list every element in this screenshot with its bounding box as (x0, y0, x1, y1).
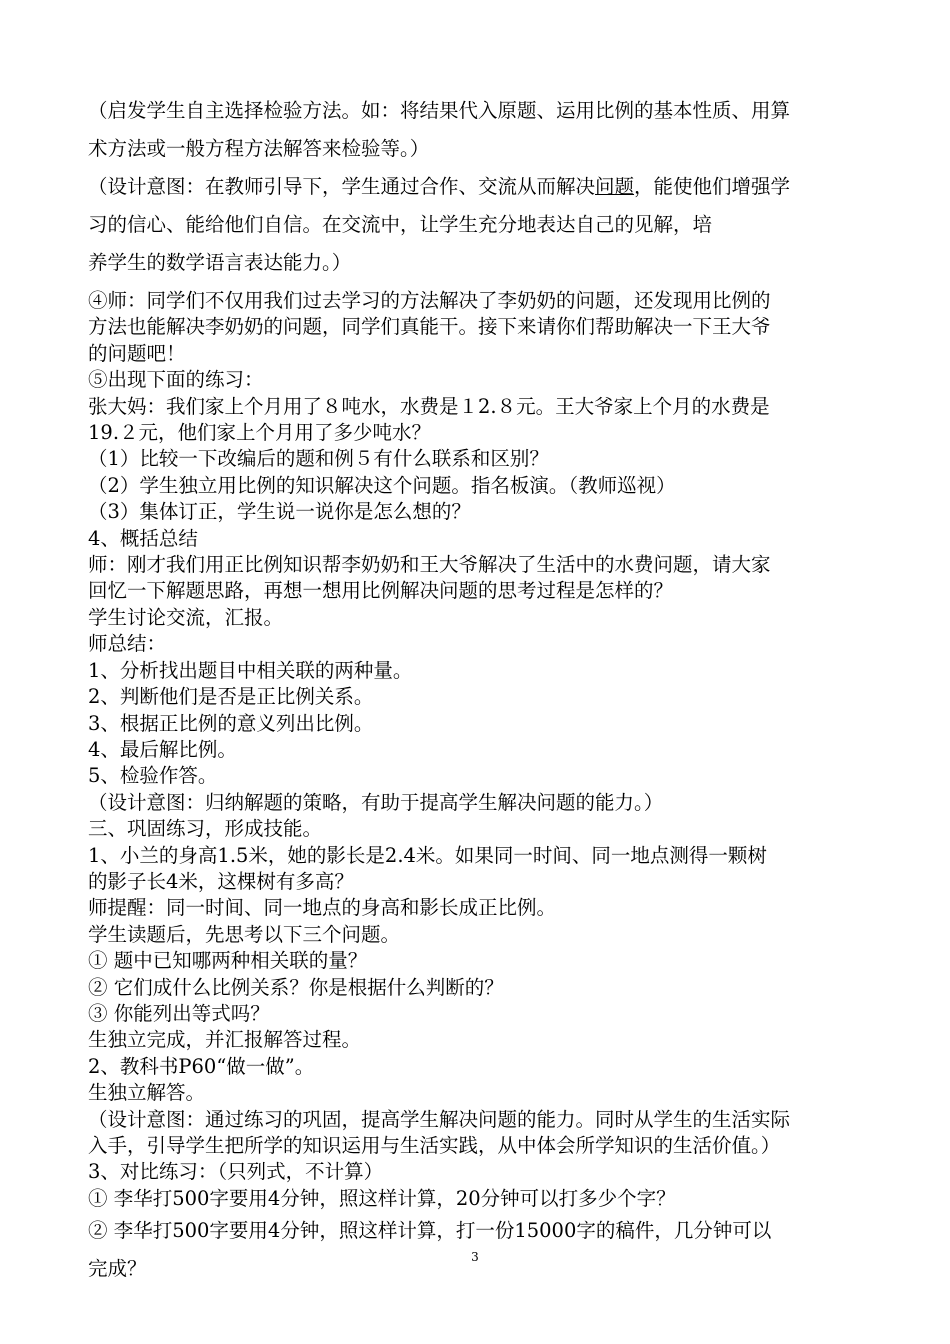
text-line: 3、对比练习：（只列式，不计算） (88, 1160, 384, 1184)
text-line: 学生讨论交流，汇报。 (88, 605, 284, 629)
list-item: ② 李华打500字要用4分钟，照这样计算，打一份15000字的稿件，几分钟可以 (88, 1219, 772, 1243)
text-line: （2）学生独立用比例的知识解决这个问题。指名板演。（教师巡视） (88, 473, 676, 497)
text-line: 师：刚才我们用正比例知识帮李奶奶和王大爷解决了生活中的水费问题，请大家 (88, 553, 771, 577)
text-line: 的影子长4米，这棵树有多高？ (88, 869, 354, 893)
text-line: （设计意图：归纳解题的策略，有助于提高学生解决问题的能力。） (88, 790, 664, 814)
text-line: 1、小兰的身高1.5米，她的影长是2.4米。如果同一时间、同一地点测得一颗树 (88, 843, 767, 867)
list-item: 2、判断他们是否是正比例关系。 (88, 685, 374, 709)
list-item: 5、检验作答。 (88, 764, 218, 788)
list-item: ② 它们成什么比例关系？你是根据什么判断的？ (88, 975, 504, 999)
text-line: 生独立完成，并汇报解答过程。 (88, 1028, 362, 1052)
text-line: 的问题吧！ (88, 341, 186, 365)
text-line: 生独立解答。 (88, 1081, 206, 1105)
section-heading: 三、巩固练习，形成技能。 (88, 817, 323, 841)
design-intent-line (88, 168, 868, 206)
list-item: ① 题中已知哪两种相关联的量？ (88, 949, 368, 973)
text-line: 养学生的数学语言表达能力。） (88, 251, 352, 274)
text-line: （启发学生自主选择检验方法。如：将结果代入原题、运用比例的基本性质、用算 (88, 99, 791, 122)
list-item: ③ 你能列出等式吗？ (88, 1001, 270, 1025)
text-line: 张大妈：我们家上个月用了８吨水，水费是１2.８元。王大爷家上个月的水费是 (88, 394, 770, 418)
text-line: （3）集体订正，学生说一说你是怎么想的？ (88, 500, 471, 524)
text-line: 学生读题后，先思考以下三个问题。 (88, 922, 401, 946)
text-line: 完成？ (88, 1257, 147, 1281)
text-line: 师总结： (88, 632, 167, 656)
section-heading: 4、概括总结 (88, 526, 198, 550)
list-item: 4、最后解比例。 (88, 737, 237, 761)
list-item: 1、分析找出题目中相关联的两种量。 (88, 658, 413, 682)
page-body (88, 92, 868, 1288)
list-item: 3、根据正比例的意义列出比例。 (88, 711, 374, 735)
text-line: 2、教科书P60“做一做”。 (88, 1054, 315, 1078)
list-item: ① 李华打500字要用4分钟，照这样计算，20分钟可以打多少个字？ (88, 1186, 676, 1210)
tight-block (88, 288, 868, 1212)
text-line: 术方法或一般方程方法解答来检验等。） (88, 137, 430, 160)
text-line: （1）比较一下改编后的题和例５有什么联系和区别？ (88, 447, 549, 471)
text-line: ④师：同学们不仅用我们过去学习的方法解决了李奶奶的问题，还发现用比例的 (88, 289, 771, 312)
text-line: 入手，引导学生把所学的知识运用与生活实践，从中体会所学知识的生活价值。） (88, 1134, 781, 1157)
text-line: 回忆一下解题思路，再想一想用比例解决问题的思考过程是怎样的？ (88, 579, 674, 603)
text-line: 习的信心、能给他们自信。在交流中，让学生充分地表达自己的见解，培 (88, 213, 713, 236)
text-line: （设计意图：通过练习的巩固，提高学生解决问题的能力。同时从学生的生活实际 (88, 1107, 791, 1131)
text-line: 方法也能解决李奶奶的问题，同学们真能干。接下来请你们帮助解决一下王大爷 (88, 315, 771, 339)
text-span: ，能使他们增强学 (634, 175, 791, 198)
text-span: （设计意图：在教师引导下，学生通过合作、交流从而解决 (88, 175, 596, 198)
text-line: ⑤出现下面的练习： (88, 368, 264, 392)
text-line: 19.２元，他们家上个月用了多少吨水？ (88, 421, 432, 445)
underlined-word: 问题 (595, 175, 635, 198)
page-number: 3 (471, 1250, 479, 1264)
text-line: 师提醒：同一时间、同一地点的身高和影长成正比例。 (88, 896, 557, 920)
